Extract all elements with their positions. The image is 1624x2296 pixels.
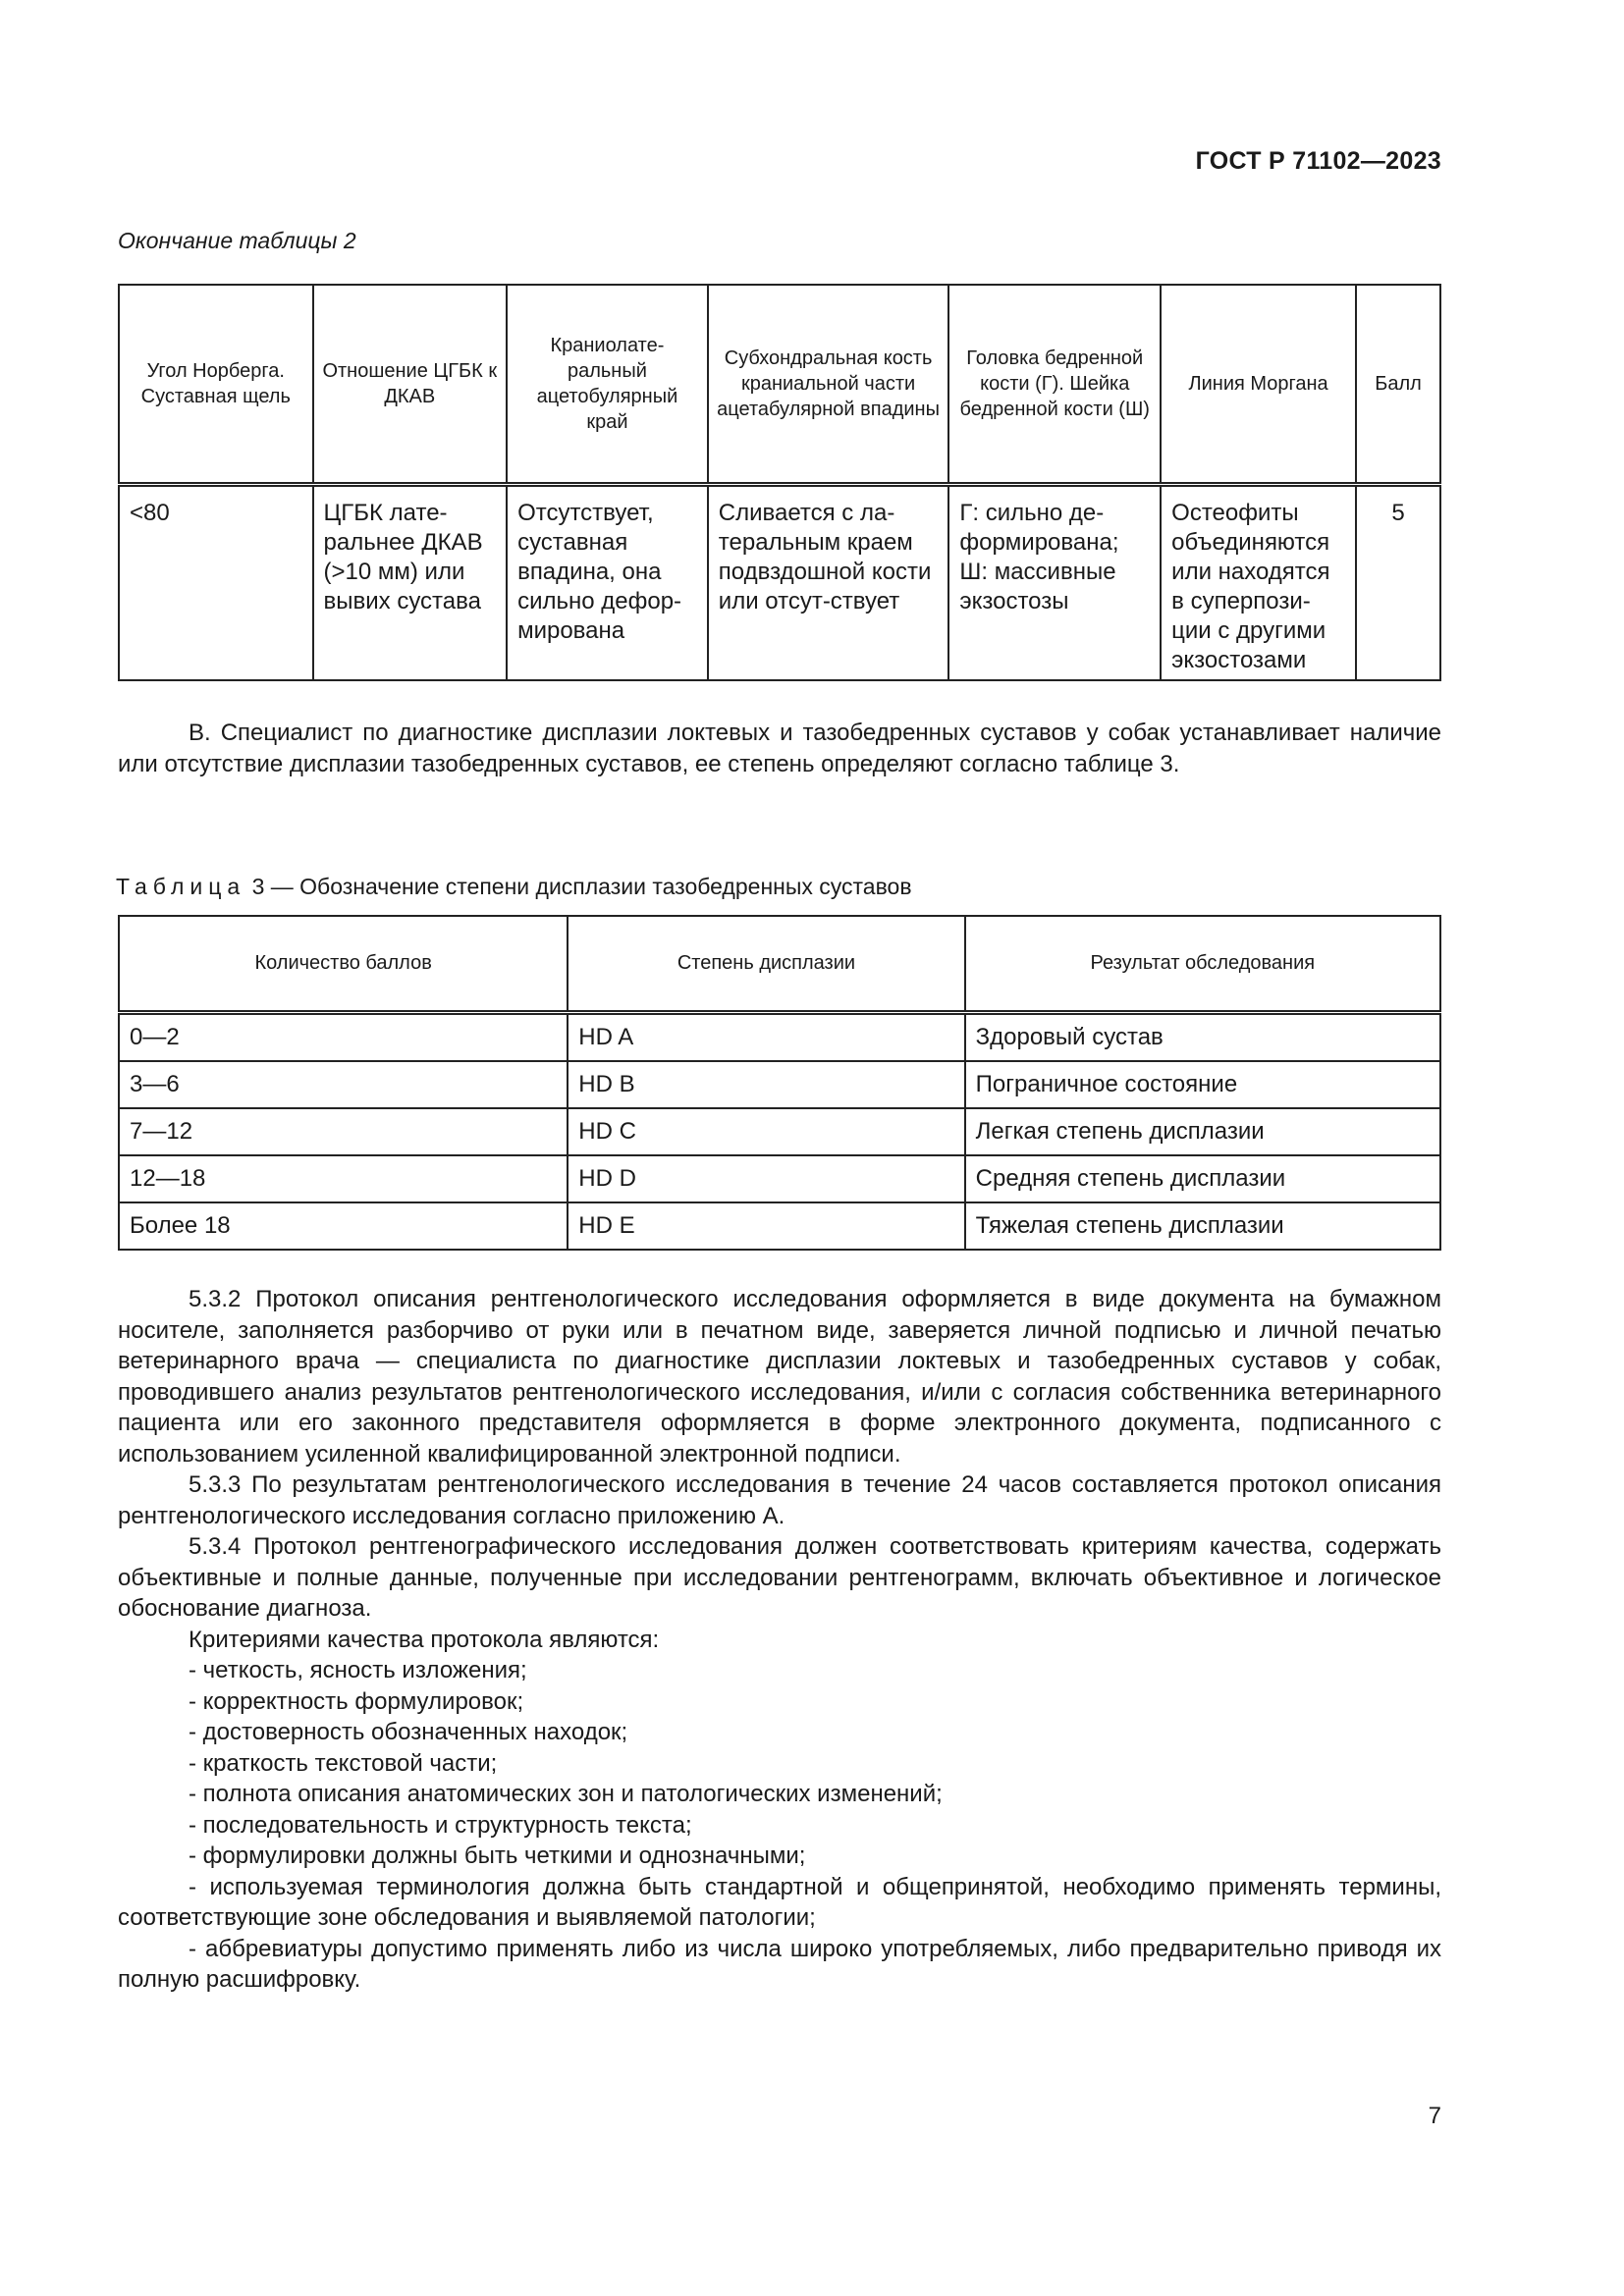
list-item: - корректность формулировок; (189, 1687, 524, 1715)
table-cell: Остеофиты объединяются или находятся в суперпози-ции с другими экзостозами (1161, 485, 1356, 681)
table-cell: Пограничное состояние (965, 1061, 1440, 1108)
table-cell: HD B (568, 1061, 964, 1108)
table-cell: Более 18 (119, 1202, 568, 1250)
table-2 (118, 284, 1441, 681)
table-row (119, 1202, 1440, 1250)
table-cell: Г: сильно де-формирована; Ш: массивные экзостозы (948, 485, 1161, 681)
table-row (119, 1155, 1440, 1202)
table-row (119, 1108, 1440, 1155)
table3-caption (116, 874, 912, 900)
table-row (119, 485, 1440, 681)
header-femoral-head-neck: Головка бедренной кости (Г). Шейка бедренной кости (Ш) (948, 285, 1161, 485)
header-exam-result: Результат обследования (965, 916, 1440, 1013)
table-cell: 3—6 (119, 1061, 568, 1108)
section-5-3 (118, 1284, 1441, 1996)
table-3 (118, 915, 1441, 1251)
table-cell: Сливается с ла-теральным краем подвздошной кости или отсут-ствует (708, 485, 949, 681)
paragraph-5-3-3: 5.3.3 По результатам рентгенологического исследования в течение 24 часов составляется протокол описания рентгенологического исследования согласно приложению А. (118, 1471, 1441, 1529)
table-cell: 5 (1356, 485, 1440, 681)
header-score-count: Количество баллов (119, 916, 568, 1013)
table-cell: Средняя степень дисплазии (965, 1155, 1440, 1202)
header-score: Балл (1356, 285, 1440, 485)
table-row (119, 1061, 1440, 1108)
table2-header-row (119, 285, 1440, 485)
table3-caption-title: 3 — Обозначение степени дисплазии тазобедренных суставов (251, 874, 912, 899)
paragraph-5-3-2: 5.3.2 Протокол описания рентгенологического исследования оформляется в виде документа на бумажном носителе, заполняется разборчиво от руки или в печатном виде, заверяется личной подписью и личной печатью ветеринарного врача — специалиста по диагностике дисплазии локтевых и тазобедренных суставов у собак, проводившего анализ результатов рентгенологического исследования, и/или с согласия собственника ветеринарного пациента или его законного представителя оформляется в форме электронного документа, подписанного с использованием усиленной квалифицированной электронной подписи. (118, 1286, 1441, 1468)
header-morgan-line: Линия Моргана (1161, 285, 1356, 485)
header-cgbk-dkav: Отношение ЦГБК к ДКАВ (313, 285, 508, 485)
table3-caption-prefix: Таблица (116, 874, 246, 899)
table-cell: Легкая степень дисплазии (965, 1108, 1440, 1155)
list-item: - аббревиатуры допустимо применять либо из числа широко употребляемых, либо предварительно приводя их полную расшифровку. (118, 1935, 1441, 1993)
paragraph-5-3-4: 5.3.4 Протокол рентгенографического исследования должен соответствовать критериям качества, содержать объективные и полные данные, полученные при исследовании рентгенограмм, включать объективное и логическое обоснование диагноза. (118, 1533, 1441, 1622)
table-cell: 12—18 (119, 1155, 568, 1202)
criteria-intro: Критериями качества протокола являются: (189, 1626, 660, 1653)
list-item: - используемая терминология должна быть стандартной и общепринятой, необходимо применять термины, соответствующие зоне обследования и выявляемой патологии; (118, 1873, 1441, 1931)
paragraph-b: В. Специалист по диагностике дисплазии локтевых и тазобедренных суставов у собак устанавливает наличие или отсутствие дисплазии тазобедренных суставов, ее степень определяют согласно таблице 3. (118, 720, 1441, 777)
list-item: - четкость, ясность изложения; (189, 1657, 527, 1683)
list-item: - краткость текстовой части; (189, 1749, 498, 1777)
header-dysplasia-grade: Степень дисплазии (568, 916, 964, 1013)
list-item: - полнота описания анатомических зон и патологических изменений; (189, 1781, 943, 1807)
header-subchondral-bone: Субхондральная кость краниальной части ацетабулярной впадины (708, 285, 949, 485)
table-cell: Тяжелая степень дисплазии (965, 1202, 1440, 1250)
standard-code: ГОСТ Р 71102—2023 (1195, 147, 1441, 175)
table-cell: Здоровый сустав (965, 1013, 1440, 1062)
table-cell: HD E (568, 1202, 964, 1250)
table2-caption: Окончание таблицы 2 (118, 228, 356, 253)
table3-header-row (119, 916, 1440, 1013)
header-acetabular-edge: Краниолате-ральный ацетобулярный край (507, 285, 708, 485)
table-row (119, 1013, 1440, 1062)
header-norberg-angle: Угол Норберга. Суставная щель (119, 285, 313, 485)
list-item: - формулировки должны быть четкими и однозначными; (189, 1842, 806, 1869)
list-item: - последовательность и структурность текста; (189, 1811, 692, 1839)
table-cell: ЦГБК лате-ральнее ДКАВ (>10 мм) или вывих сустава (313, 485, 508, 681)
table-cell: HD A (568, 1013, 964, 1062)
table-cell: 0—2 (119, 1013, 568, 1062)
list-item: - достоверность обозначенных находок; (189, 1719, 628, 1745)
table-cell: HD D (568, 1155, 964, 1202)
table-cell: Отсутствует, суставная впадина, она сильно дефор-мирована (507, 485, 708, 681)
table-cell: <80 (119, 485, 313, 681)
table-cell: HD C (568, 1108, 964, 1155)
table-cell: 7—12 (119, 1108, 568, 1155)
page-number: 7 (1428, 2103, 1441, 2129)
